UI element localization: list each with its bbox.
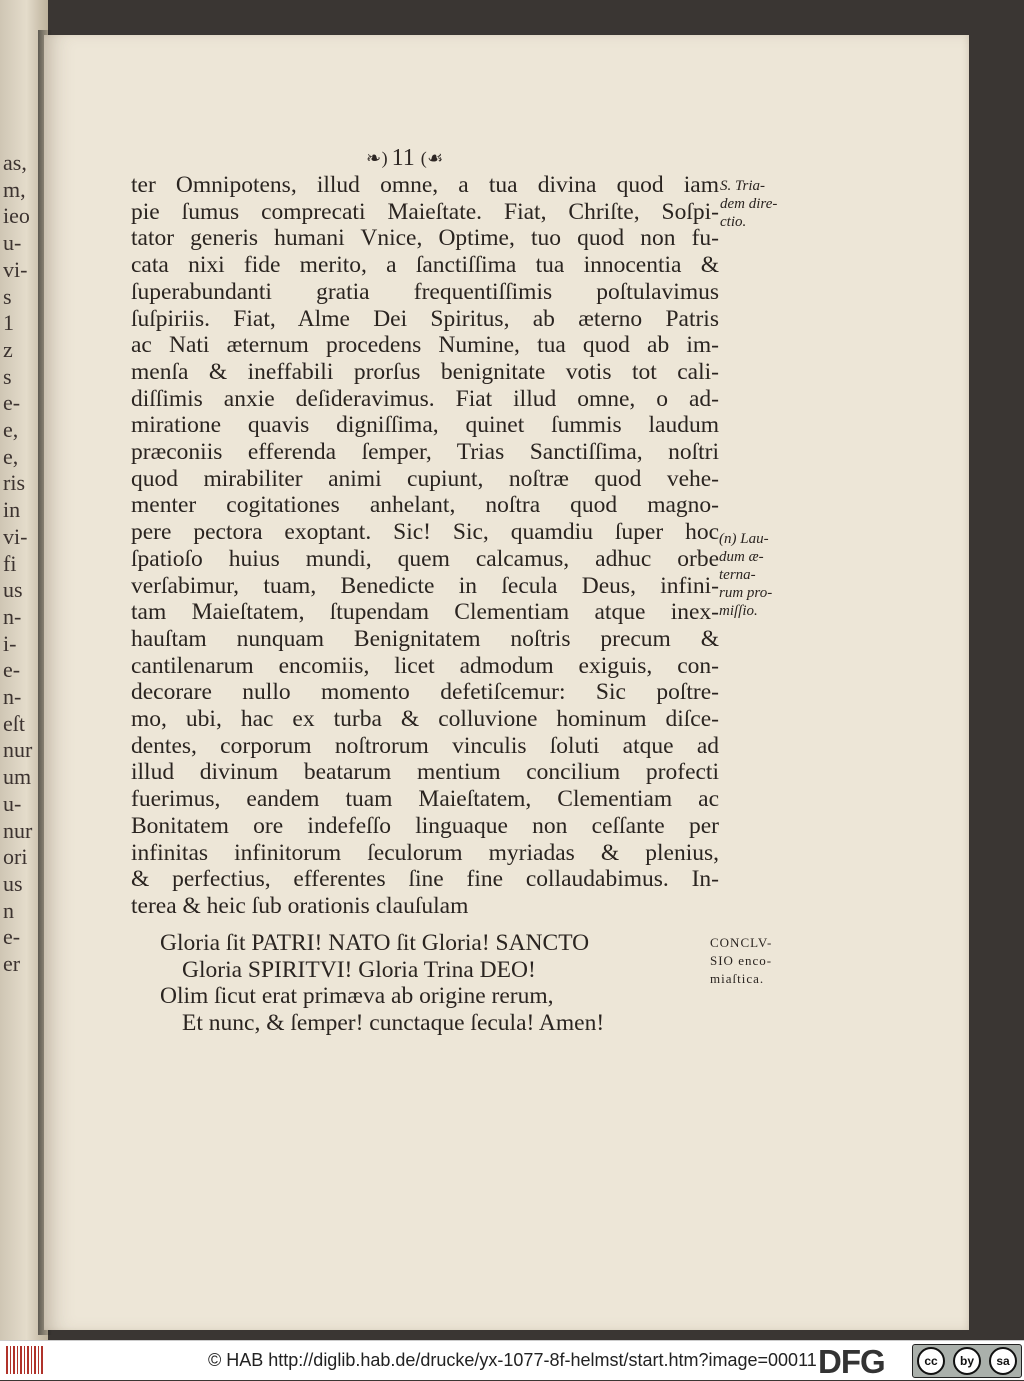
margin-note-trinity: S. Tria- dem dire- ctio. [720,178,778,230]
by-icon: by [953,1347,981,1375]
text-line: menſa & ineffabili prorſus benignitate votis tot cali- [131,358,719,385]
text-line: dentes, corporum noſtrorum vinculis ſoluti atque ad [131,732,719,759]
text-line: tam Maieſtatem, ſtupendam Clementiam atque inex- [131,599,719,626]
text-line: illud divinum beatarum mentium concilium profecti [131,759,719,786]
cc-icon: cc [917,1347,945,1375]
text-line: Bonitatem ore indefeſſo linguaque non ceſſante per [131,812,719,839]
text-line: ſuperabundanti gratia frequentiſſimis poſtulavimus [131,278,719,305]
text-line: pie ſumus comprecati Maieſtate. Fiat, Chriſte, Soſpi- [131,198,719,225]
dfg-logo: DFG [818,1343,885,1380]
text-line: verſabimur, tuam, Benedicte in ſecula Deus, infini- [131,572,719,599]
left-page-text-fragments: as, m, ieo u- vi- s 1 z s e- e, e, ris in vi- fi us n- i- e- n- eſt nur um u- nur ori us n e- er [3,150,33,977]
text-line: infinitas infinitorum ſeculorum myriadas & plenius, [131,839,719,866]
verse-line: Gloria ſit PATRI! NATO ſit Gloria! SANCTO [160,930,590,956]
sa-icon: sa [989,1347,1017,1375]
main-text-block [131,172,719,920]
text-line: tator generis humani Vnice, Optime, tuo quod non fu- [131,225,719,252]
header-ornament-left: ❧ ) [366,147,386,168]
text-line: mo, ubi, hac ex turba & colluvione hominum diſce- [131,706,719,733]
page-header [366,143,516,173]
license-badge[interactable] [912,1344,1022,1378]
text-line: ſpatioſo huius mundi, quem calcamus, adhuc orbe [131,545,719,572]
viewer-footer [0,1340,1024,1380]
source-credit[interactable]: © HAB http://diglib.hab.de/drucke/yx-1077-8f-helmst/start.htm?image=00011 [208,1350,817,1370]
text-line: miratione quavis digniſſima, quinet ſummis laudum [131,412,719,439]
margin-note-conclusion: CONCLV- SIO enco- miaſtica. [710,935,773,986]
text-line: ac Nati æternum procedens Numine, tua quod ab im- [131,332,719,359]
header-ornament-right: ( ☙ [420,147,442,168]
text-line: & perfectius, efferentes ſine fine collaudabimus. In- [131,866,719,893]
hab-barcode-icon [6,1346,44,1374]
text-line: terea & heic ſub orationis clauſulam [131,892,469,919]
verse-line: Olim ſicut erat primæva ab origine rerum, [160,983,554,1010]
text-line: ter Omnipotens, illud omne, a tua divina quod iam [131,172,719,198]
text-line: decorare nullo momento defetiſcemur: Sic poſtre- [131,679,719,706]
closing-verse [160,930,700,1037]
text-line: menter cogitationes anhelant, noſtra quod magno- [131,492,719,519]
text-line: cantilenarum encomiis, licet admodum exiguis, con- [131,652,719,679]
text-line: cata nixi fide merito, a ſanctiſſima tua innocentia & [131,252,719,279]
text-line: præconiis efferenda ſemper, Trias Sanctiſſima, noſtri [131,439,719,466]
text-line: hauſtam nunquam Benignitatem noſtris precum & [131,625,719,652]
text-line: fuerimus, eandem tuam Maieſtatem, Clementiam ac [131,786,719,813]
verse-line: Gloria SPIRITVI! Gloria Trina DEO! [182,956,536,983]
text-line: diſſimis anxie deſideravimus. Fiat illud omne, o ad- [131,385,719,412]
page-number: 11 [391,144,415,171]
text-line: quod mirabiliter animi cupiunt, noſtræ quod vehe- [131,465,719,492]
margin-note-praise: (n) Lau- dum æ- terna- rum pro- miſſio. [719,531,773,619]
text-line: pere pectora exoptant. Sic! Sic, quamdiu ſuper hoc [131,519,719,546]
verse-line: Et nunc, & ſemper! cunctaque ſecula! Amen! [182,1010,605,1037]
text-line: ſuſpiriis. Fiat, Alme Dei Spiritus, ab æterno Patris [131,305,719,332]
